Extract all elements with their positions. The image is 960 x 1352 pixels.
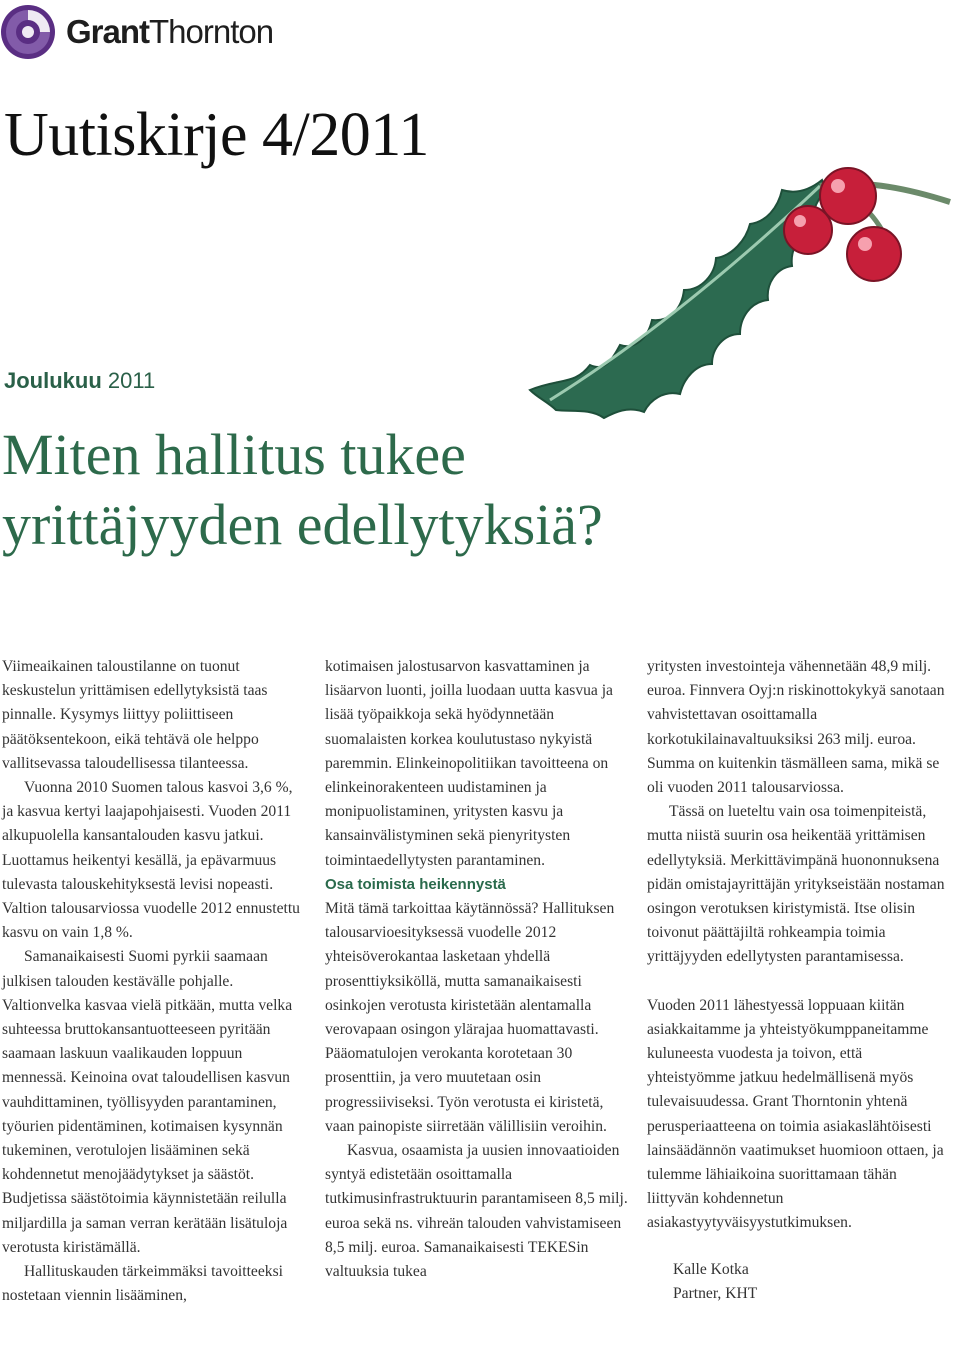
paragraph: Vuoden 2011 lähestyessä loppuaan kiitän asiakkaitamme ja yhteistyökumppaneitamme kuluneesta vuodesta ja toivon, että yhteistyömme jatkuu hedelmällisenä myös tulevaisuudessa. Grant Thorntonin yhtenä perusperiaatteena on toimia asiakaslähtöisesti lainsäädännön vaatimukset huomioon ottaen, ja tulemme lähiaikoina suorittamaan tähän liittyvän kohdennetun asiakastyytyväisyystutkimuksen. [647,996,944,1232]
grant-thornton-logo [0,4,273,60]
holly-illustration [520,150,960,420]
brand-name [66,13,273,51]
paragraph: Kasvua, osaamista ja uusien innovaatioiden syntyä edistetään osoittamalla tutkimusinfrastruktuurin parantamiseen 8,5 milj. euroa sekä ns. vihreän talouden vahvistamiseen 8,5 milj. euroa. Samanaikaisesti TEKESin valtuuksia tukea [325,1142,628,1281]
signature-name: Kalle Kotka [673,1260,749,1278]
signature-title: Partner, KHT [673,1284,758,1302]
paragraph: Vuonna 2010 Suomen talous kasvoi 3,6 %, ja kasvua kertyi laajapohjaisesti. Vuoden 2011 alkupuolella kansantalouden kasvu jatkui. Luottamus heikentyi kesällä, ja epävarmuus tulevasta talouskehityksestä levisi nopeasti. Valtion talousarviossa vuodelle 2012 ennustettu kasvu on vain 1,8 %. [2,779,300,942]
paragraph: Viimeaikainen taloustilanne on tuonut keskustelun yrittämisen edellytyksistä taas pinnalle. Kysymys liittyy poliittiseen päätöksentekoon, eikä tehtävä ole helppo vallitsevassa taloudellisessa tilanteessa. [2,658,268,772]
headline-line-1: Miten hallitus tukee [2,422,466,487]
headline-line-2: yrittäjyyden edellytyksiä? [2,492,603,557]
grant-thornton-logo-icon [0,4,56,60]
brand-name-second: Thornton [149,13,274,50]
article-column-2 [325,655,629,1284]
paragraph: kotimaisen jalostusarvon kasvattaminen ja lisäarvon luonti, joilla luodaan uutta kasvua ja lisää työpaikkoja sekä hyödynnetään suomalaisten korkea koulutustaso nykyistä paremmin. Elinkeinopolitiikan tavoitteena on elinkeinorakenteen uudistaminen ja monipuolistaminen, yritysten kasvu ja kansainvälistyminen sekä pienyritysten toimintaedellytysten parantaminen. [325,658,613,869]
section-subheading: Osa toimista heikennystä [325,875,506,893]
brand-name-first: Grant [66,13,150,50]
paragraph: Samanaikaisesti Suomi pyrkii saamaan julkisen talouden kestävälle pohjalle. Valtionvelka kasvaa vielä pitkään, mutta velka suhteessa bruttokansantuotteeseen pyritään saamaan laskuun vaalikauden loppuun mennessä. Keinoina ovat taloudellisen kasvun vauhdittaminen, työllisyyden parantaminen, työurien pidentäminen, kotimaisen kysynnän tukeminen, verotulojen lisääminen sekä kohdennetut menojäädytykset ja säästöt. Budjetissa säästötoimia käynnistetään reilulla miljardilla ja saman verran kerätään lisätuloja verotusta kiristämällä. [2,948,293,1256]
paragraph: Mitä tämä tarkoittaa käytännössä? Hallituksen talousarvioesityksessä vuodelle 2012 yhteisöverokantaa lasketaan yhdellä prosenttiyksiköllä, mutta samanaikaisesti osinkojen verotusta kiristetään alentamalla verovapaan osingon ylärajaa huomattavasti. Pääomatulojen verokanta korotetaan 30 prosenttiin, ja vero muutetaan osin progressiiviseksi. Työn verotusta ei kiristetä, vaan painopiste siirretään välillisiin veroihin. [325,900,615,1135]
paragraph: yritysten investointeja vähennetään 48,9 milj. euroa. Finnvera Oyj:n riskinottokykyä sanotaan vahvistettavan osoittamalla korkotukilainavaltuuksiksi 263 milj. euroa. Summa on kuitenkin täsmälleen sama, mikä se oli vuoden 2011 talousarviossa. [647,658,945,797]
issue-year: 2011 [107,368,156,393]
newsletter-title: Uutiskirje 4/2011 [4,101,429,169]
paragraph: Tässä on lueteltu vain osa toimenpiteistä, mutta niistä suurin osa heikentää yrittämisen edellytyksiä. Merkittävimpänä huononnuksena pidän omistajayrittäjän yritykseistään nostaman osingon verotuksen kiristymistä. Itse olisin toivonut päättäjiltä rohkeampia toimia yrittäjyyden edellytysten parantamisessa. [647,803,945,966]
issue-date [4,368,155,394]
paragraph: Hallituskauden tärkeimmäksi tavoitteeksi nostetaan viennin lisääminen, [2,1263,283,1305]
article-column-3 [647,655,951,1306]
issue-month: Joulukuu [4,368,102,393]
article-column-1 [2,655,304,1308]
signature [647,1258,951,1306]
article-headline [2,420,902,560]
